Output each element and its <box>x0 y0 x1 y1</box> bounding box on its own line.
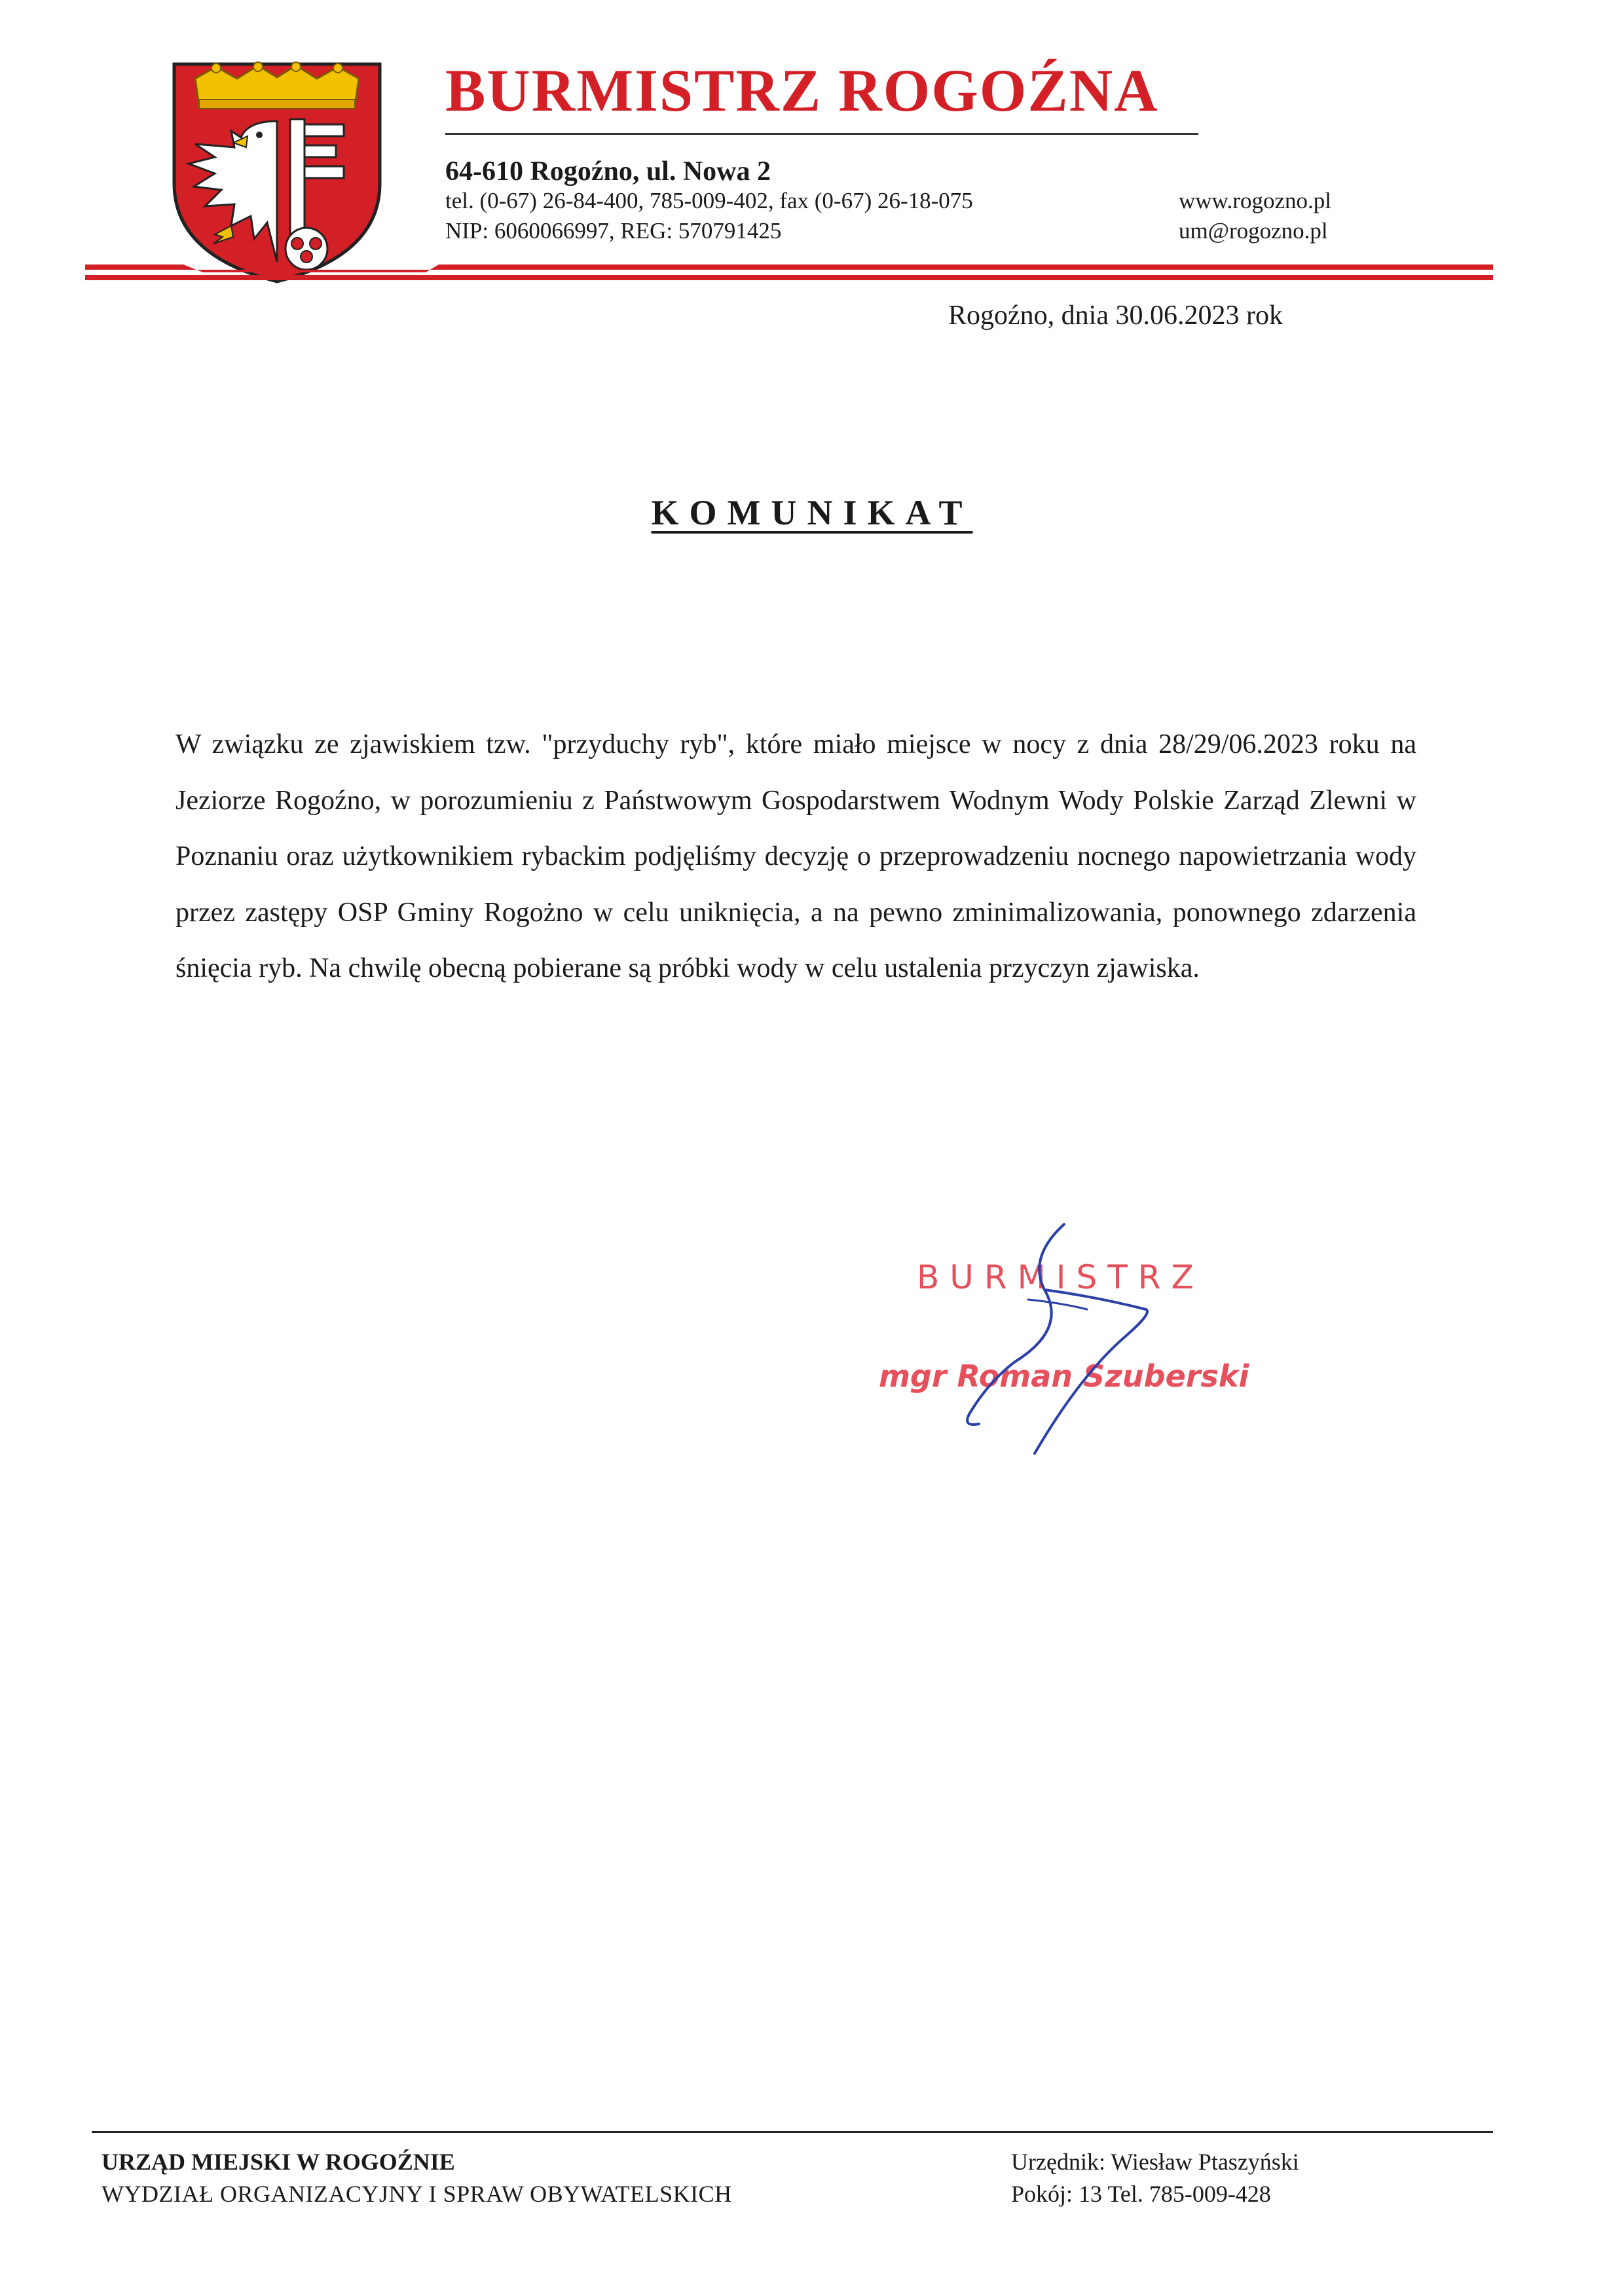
footer-divider <box>92 2131 1493 2133</box>
registration-ids: NIP: 6060066997, REG: 570791425 <box>445 218 782 244</box>
body-paragraph: W związku ze zjawiskiem tzw. "przyduchy ryb", które miało miejsce w nocy z dnia 28/29/06.2023 roku na Jeziorze Rogoźno, w porozumieniu z Państwowym Gospodarstwem Wodnym Wody Polskie Zarząd Zlewni w Poznaniu oraz użytkownikiem rybackim podjęliśmy decyzję o przeprowadzeniu nocnego napowietrzania wody przez zastępy OSP Gminy Rogożno w celu uniknięcia, a na pewno zminimalizowania, ponownego zdarzenia śnięcia ryb. Na chwilę obecną pobierane są próbki wody w celu ustalenia przyczyn zjawiska. <box>175 729 1416 983</box>
document-heading <box>0 492 1624 533</box>
header-red-band <box>85 261 1493 284</box>
email-link[interactable]: um@rogozno.pl <box>1179 218 1328 244</box>
footer-room-phone: Pokój: 13 Tel. 785-009-428 <box>1011 2181 1271 2207</box>
org-title: BURMISTRZ ROGOŹNA <box>445 57 1159 124</box>
office-address: 64-610 Rogoźno, ul. Nowa 2 <box>445 156 771 187</box>
stamp-title: BURMISTRZ <box>917 1258 1204 1296</box>
document-date: Rogoźno, dnia 30.06.2023 rok <box>948 301 1283 331</box>
title-divider <box>445 133 1198 135</box>
heading-text: KOMUNIKAT <box>651 493 973 532</box>
footer-clerk: Urzędnik: Wiesław Ptaszyński <box>1011 2149 1299 2175</box>
phone-numbers: tel. (0-67) 26-84-400, 785-009-402, fax (0-67) 26-18-075 <box>445 188 973 213</box>
footer-department: WYDZIAŁ ORGANIZACYJNY I SPRAW OBYWATELSKICH <box>101 2181 732 2207</box>
coat-of-arms-icon <box>169 59 385 285</box>
footer-office-name: URZĄD MIEJSKI W ROGOŹNIE <box>101 2149 455 2175</box>
handwritten-signature <box>917 1205 1179 1467</box>
website-link[interactable]: www.rogozno.pl <box>1179 188 1331 213</box>
stamp-name: mgr Roman Szuberski <box>879 1358 1249 1394</box>
